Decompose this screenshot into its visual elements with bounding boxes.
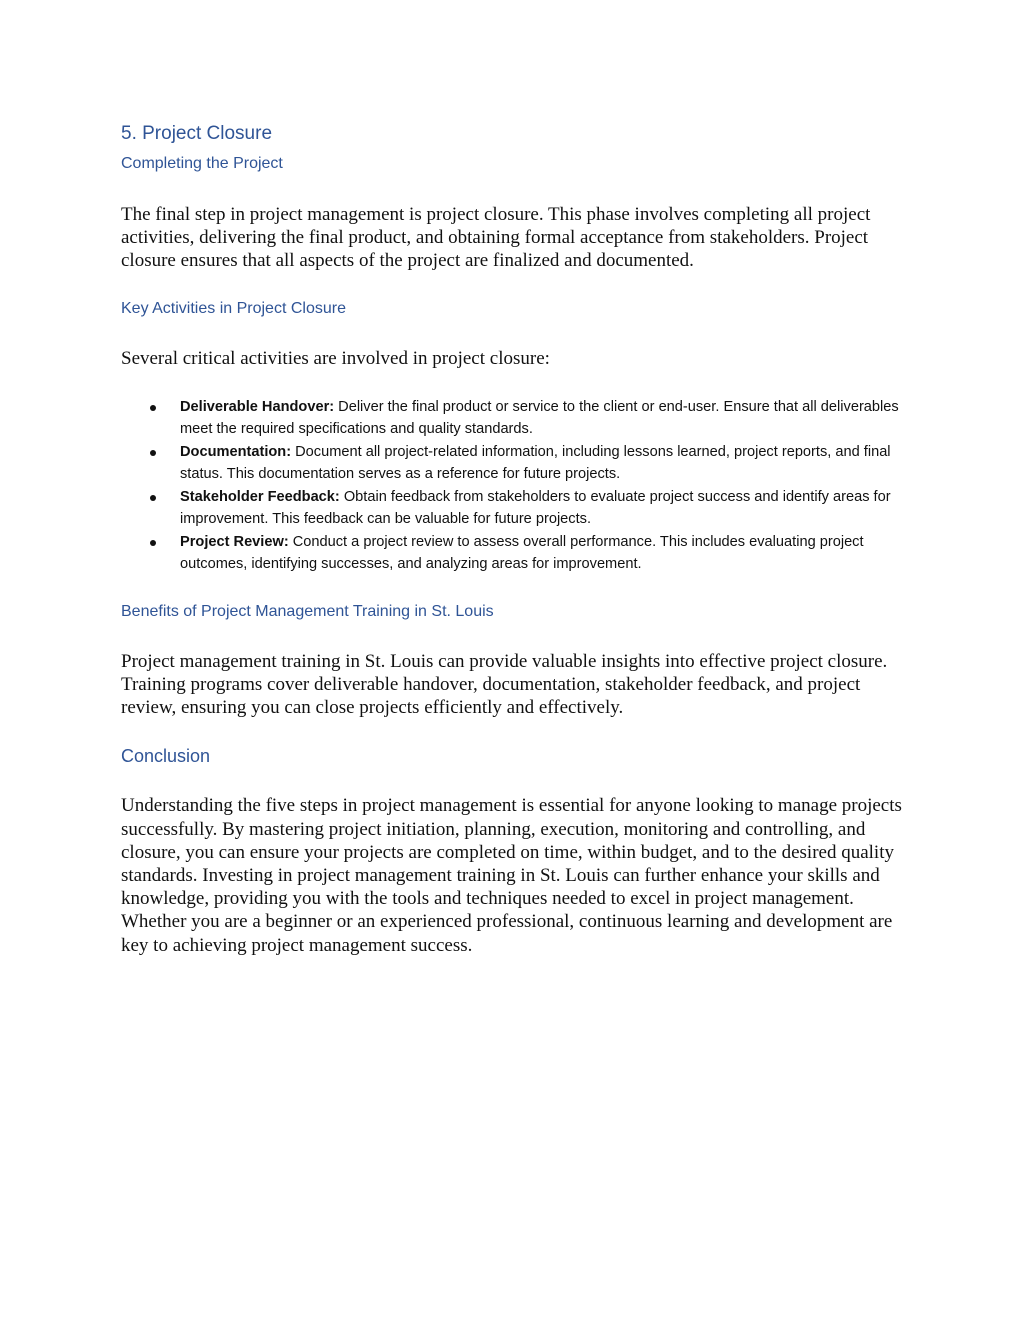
list-item (121, 396, 911, 441)
conclusion-heading: Conclusion (121, 746, 211, 767)
list-item-text: Obtain feedback from stakeholders to evaluate project success and identify areas for improvement. This feedback can be valuable for future projects. (180, 488, 891, 528)
list-item (121, 441, 911, 486)
list-item (121, 486, 911, 531)
list-item-term: Documentation: (180, 443, 292, 460)
list-item-term: Stakeholder Feedback: (180, 488, 340, 505)
list-item-text: Document all project-related information, including lessons learned, project reports, and final status. This documentation serves as a reference for future projects. (180, 443, 891, 483)
bullet-icon (150, 405, 156, 411)
section-subtitle: Completing the Project (121, 155, 283, 172)
document-content (121, 120, 911, 957)
list-item (121, 531, 911, 576)
list-item-text: Conduct a project review to assess overall performance. This includes evaluating project outcomes, identifying successes, and analyzing areas for improvement. (180, 533, 864, 573)
key-activities-heading: Key Activities in Project Closure (121, 299, 346, 317)
bullet-icon (150, 495, 156, 501)
conclusion-paragraph: Understanding the five steps in project management is essential for anyone looking to manage projects successfully. By mastering project initiation, planning, execution, monitoring and controlling, and closure, you can ensure your projects are completed on time, within budget, and to the desired quality standards. Investing in project management training in St. Louis can further enhance your skills and knowledge, providing you with the tools and techniques needed to excel in project management. Whether you are a beginner or an experienced professional, continuous learning and development are key to achieving project management success. (121, 795, 902, 956)
section-title: 5. Project Closure (121, 123, 273, 144)
bullet-icon (150, 540, 156, 546)
list-item-term: Deliverable Handover: (180, 398, 335, 415)
benefits-heading: Benefits of Project Management Training in St. Louis (121, 602, 494, 620)
list-item-term: Project Review: (180, 533, 289, 550)
intro-paragraph: The final step in project management is project closure. This phase involves completing all project activities, delivering the final product, and obtaining formal acceptance from stakeholders. Project closure ensures that all aspects of the project are finalized and documented. (121, 204, 871, 272)
bullet-icon (150, 450, 156, 456)
list-item-text: Deliver the final product or service to the client or end-user. Ensure that all deliverables meet the required specifications and quality standards. (180, 398, 899, 438)
key-activities-lead: Several critical activities are involved in project closure: (121, 347, 550, 369)
benefits-paragraph: Project management training in St. Louis can provide valuable insights into effective project closure. Training programs cover deliverable handover, documentation, stakeholder feedback, and project review, ensuring you can close projects efficiently and effectively. (121, 650, 888, 719)
key-activities-list (121, 396, 911, 576)
